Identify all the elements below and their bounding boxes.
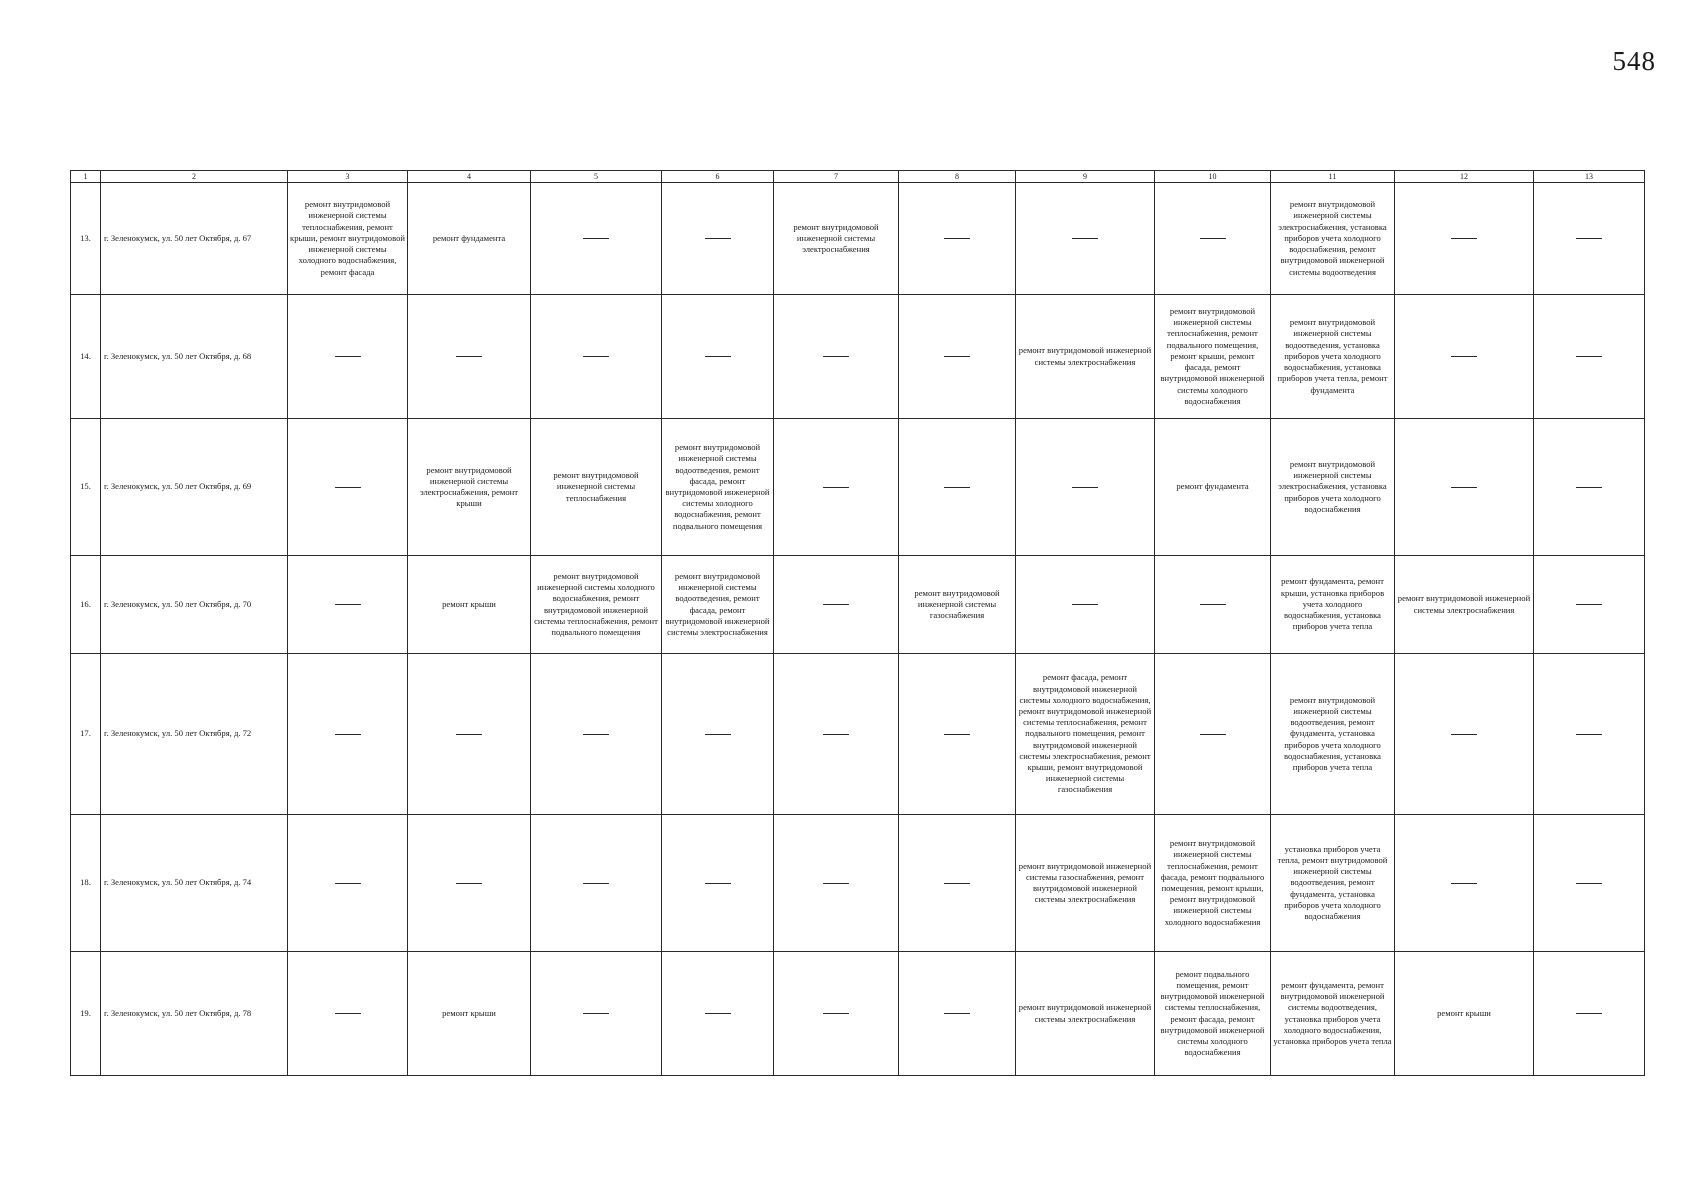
dash-mark [823,734,849,735]
address-cell: г. Зеленокумск, ул. 50 лет Октября, д. 69 [101,419,288,556]
empty-cell [774,295,899,419]
work-cell: ремонт внутридомовой инженерной системы электроснабжения [774,183,899,295]
dash-mark [1576,734,1602,735]
empty-cell [531,183,662,295]
dash-mark [823,356,849,357]
empty-cell [1534,556,1645,654]
row-number: 13. [71,183,101,295]
table-row [71,183,1645,295]
table-row [71,419,1645,556]
work-cell: ремонт внутридомовой инженерной системы электроснабжения, установка приборов учета холодного водоснабжения, ремонт внутридомовой инженерной системы водоотведения [1271,183,1395,295]
work-cell: ремонт внутридомовой инженерной системы электроснабжения, установка приборов учета холодного водоснабжения [1271,419,1395,556]
dash-mark [944,1013,970,1014]
empty-cell [531,295,662,419]
empty-cell [1016,419,1155,556]
dash-mark [456,356,482,357]
dash-mark [705,238,731,239]
empty-cell [1155,556,1271,654]
address-cell: г. Зеленокумск, ул. 50 лет Октября, д. 78 [101,952,288,1076]
dash-mark [335,883,361,884]
table-row [71,952,1645,1076]
dash-mark [335,356,361,357]
address-cell: г. Зеленокумск, ул. 50 лет Октября, д. 70 [101,556,288,654]
work-cell: ремонт внутридомовой инженерной системы водоотведения, ремонт фасада, ремонт внутридомовой инженерной системы холодного водоснабжения, ремонт подвального помещения [662,419,774,556]
column-number: 3 [288,171,408,183]
dash-mark [705,356,731,357]
repair-schedule-table [70,170,1645,1076]
column-number: 9 [1016,171,1155,183]
empty-cell [774,556,899,654]
column-number: 11 [1271,171,1395,183]
column-number: 12 [1395,171,1534,183]
empty-cell [288,556,408,654]
work-cell: ремонт внутридомовой инженерной системы электроснабжения [1016,295,1155,419]
table-row [71,654,1645,815]
empty-cell [408,295,531,419]
dash-mark [705,1013,731,1014]
column-number: 6 [662,171,774,183]
work-cell: ремонт внутридомовой инженерной системы электроснабжения [1016,952,1155,1076]
column-number: 4 [408,171,531,183]
column-number: 2 [101,171,288,183]
empty-cell [662,654,774,815]
work-cell: ремонт внутридомовой инженерной системы электроснабжения, ремонт крыши [408,419,531,556]
row-number: 19. [71,952,101,1076]
address-cell: г. Зеленокумск, ул. 50 лет Октября, д. 74 [101,815,288,952]
dash-mark [1200,734,1226,735]
page-number: 548 [1612,46,1656,76]
dash-mark [335,604,361,605]
dash-mark [1576,356,1602,357]
dash-mark [944,734,970,735]
work-cell: ремонт внутридомовой инженерной системы теплоснабжения, ремонт крыши, ремонт внутридомовой инженерной системы холодного водоснабжения, ремонт фасада [288,183,408,295]
dash-mark [1451,356,1477,357]
dash-mark [1072,487,1098,488]
empty-cell [288,815,408,952]
empty-cell [1155,654,1271,815]
dash-mark [705,883,731,884]
address-cell: г. Зеленокумск, ул. 50 лет Октября, д. 72 [101,654,288,815]
dash-mark [1576,238,1602,239]
empty-cell [662,295,774,419]
empty-cell [1395,183,1534,295]
dash-mark [456,883,482,884]
empty-cell [899,419,1016,556]
dash-mark [335,734,361,735]
empty-cell [288,419,408,556]
dash-mark [583,883,609,884]
empty-cell [662,815,774,952]
empty-cell [899,952,1016,1076]
dash-mark [1451,734,1477,735]
empty-cell [531,815,662,952]
empty-cell [1534,419,1645,556]
work-cell: ремонт фундамента, ремонт внутридомовой инженерной системы водоотведения, установка приборов учета холодного водоснабжения, установка приборов учета тепла [1271,952,1395,1076]
work-cell: ремонт фундамента [1155,419,1271,556]
empty-cell [899,815,1016,952]
empty-cell [774,419,899,556]
work-cell: ремонт фундамента [408,183,531,295]
empty-cell [1534,183,1645,295]
empty-cell [408,654,531,815]
dash-mark [1576,1013,1602,1014]
empty-cell [1534,654,1645,815]
dash-mark [823,883,849,884]
dash-mark [944,487,970,488]
empty-cell [899,295,1016,419]
work-cell: установка приборов учета тепла, ремонт внутридомовой инженерной системы водоотведения, ремонт фундамента, установка приборов учета холодного водоснабжения [1271,815,1395,952]
dash-mark [1451,883,1477,884]
empty-cell [531,952,662,1076]
empty-cell [899,183,1016,295]
dash-mark [583,1013,609,1014]
empty-cell [1155,183,1271,295]
work-cell: ремонт внутридомовой инженерной системы теплоснабжения [531,419,662,556]
empty-cell [1395,295,1534,419]
empty-cell [774,952,899,1076]
row-number: 17. [71,654,101,815]
empty-cell [288,295,408,419]
dash-mark [583,734,609,735]
empty-cell [288,952,408,1076]
column-number: 7 [774,171,899,183]
dash-mark [1072,604,1098,605]
empty-cell [1016,556,1155,654]
work-cell: ремонт крыши [1395,952,1534,1076]
dash-mark [1200,604,1226,605]
dash-mark [1072,238,1098,239]
work-cell: ремонт внутридомовой инженерной системы водоотведения, установка приборов учета холодного водоснабжения, установка приборов учета тепла, ремонт фундамента [1271,295,1395,419]
work-cell: ремонт внутридомовой инженерной системы газоснабжения, ремонт внутридомовой инженерной системы электроснабжения [1016,815,1155,952]
work-cell: ремонт внутридомовой инженерной системы теплоснабжения, ремонт подвального помещения, ремонт крыши, ремонт фасада, ремонт внутридомовой инженерной системы холодного водоснабжения [1155,295,1271,419]
empty-cell [408,815,531,952]
dash-mark [823,487,849,488]
work-cell: ремонт внутридомовой инженерной системы теплоснабжения, ремонт фасада, ремонт подвального помещения, ремонт крыши, ремонт внутридомовой инженерной системы холодного водоснабжения [1155,815,1271,952]
column-number: 5 [531,171,662,183]
empty-cell [288,654,408,815]
dash-mark [1451,487,1477,488]
column-number-row [71,171,1645,183]
row-number: 16. [71,556,101,654]
work-cell: ремонт фундамента, ремонт крыши, установка приборов учета холодного водоснабжения, установка приборов учета тепла [1271,556,1395,654]
empty-cell [1395,815,1534,952]
work-cell: ремонт внутридомовой инженерной системы газоснабжения [899,556,1016,654]
address-cell: г. Зеленокумск, ул. 50 лет Октября, д. 67 [101,183,288,295]
dash-mark [1576,487,1602,488]
dash-mark [944,883,970,884]
empty-cell [1016,183,1155,295]
empty-cell [662,952,774,1076]
dash-mark [1200,238,1226,239]
column-number: 13 [1534,171,1645,183]
work-cell: ремонт фасада, ремонт внутридомовой инженерной системы холодного водоснабжения, ремонт внутридомовой инженерной системы теплоснабжения, ремонт подвального помещения, ремонт внутридомовой инженерной системы электроснабжения, ремонт крыши, ремонт внутридомовой инженерной системы газоснабжения [1016,654,1155,815]
dash-mark [583,238,609,239]
column-number: 1 [71,171,101,183]
empty-cell [1395,654,1534,815]
empty-cell [774,815,899,952]
table-row [71,295,1645,419]
address-cell: г. Зеленокумск, ул. 50 лет Октября, д. 68 [101,295,288,419]
table-row [71,556,1645,654]
dash-mark [335,1013,361,1014]
work-cell: ремонт крыши [408,952,531,1076]
dash-mark [1451,238,1477,239]
empty-cell [531,654,662,815]
work-cell: ремонт внутридомовой инженерной системы водоотведения, ремонт фасада, ремонт внутридомовой инженерной системы электроснабжения [662,556,774,654]
empty-cell [662,183,774,295]
row-number: 15. [71,419,101,556]
empty-cell [1395,419,1534,556]
dash-mark [823,1013,849,1014]
empty-cell [899,654,1016,815]
table-row [71,815,1645,952]
row-number: 14. [71,295,101,419]
dash-mark [1576,883,1602,884]
dash-mark [823,604,849,605]
column-number: 8 [899,171,1016,183]
dash-mark [1576,604,1602,605]
empty-cell [1534,952,1645,1076]
work-cell: ремонт внутридомовой инженерной системы водоотведения, ремонт фундамента, установка приборов учета холодного водоснабжения, установка приборов учета тепла [1271,654,1395,815]
dash-mark [335,487,361,488]
work-cell: ремонт внутридомовой инженерной системы холодного водоснабжения, ремонт внутридомовой инженерной системы теплоснабжения, ремонт подвального помещения [531,556,662,654]
empty-cell [1534,295,1645,419]
dash-mark [944,238,970,239]
dash-mark [705,734,731,735]
dash-mark [583,356,609,357]
dash-mark [944,356,970,357]
work-cell: ремонт крыши [408,556,531,654]
work-cell: ремонт подвального помещения, ремонт внутридомовой инженерной системы теплоснабжения, ремонт фасада, ремонт внутридомовой инженерной системы холодного водоснабжения [1155,952,1271,1076]
empty-cell [774,654,899,815]
column-number: 10 [1155,171,1271,183]
work-cell: ремонт внутридомовой инженерной системы электроснабжения [1395,556,1534,654]
dash-mark [456,734,482,735]
empty-cell [1534,815,1645,952]
row-number: 18. [71,815,101,952]
